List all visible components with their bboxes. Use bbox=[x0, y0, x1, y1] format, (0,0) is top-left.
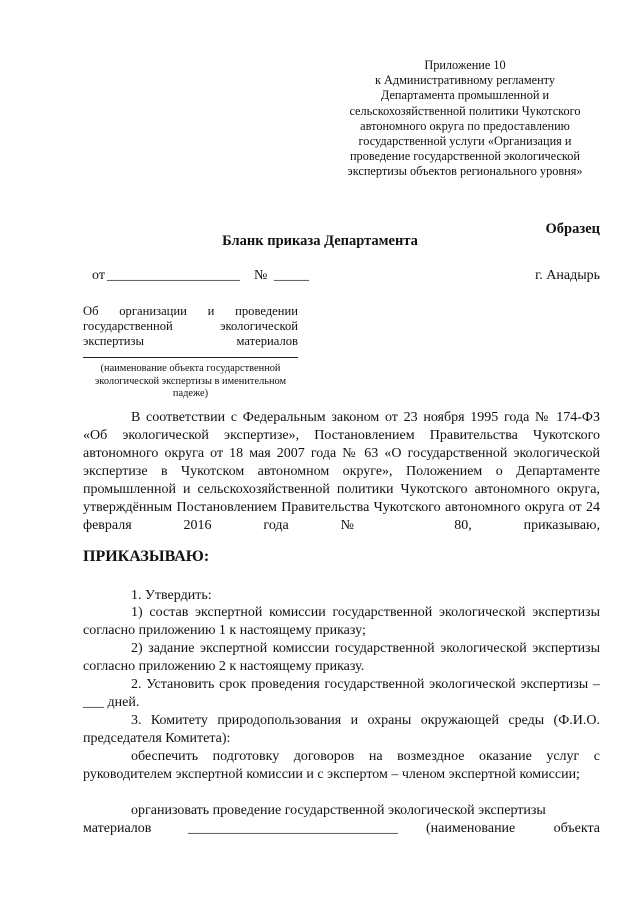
appendix-line: государственной услуги «Организация и bbox=[358, 134, 572, 149]
number-sign: № bbox=[254, 268, 268, 283]
dateline-from: от bbox=[92, 268, 105, 283]
item-2-text: 2. Установить срок проведения государственной экологической экспертизы – bbox=[131, 677, 600, 692]
subject-text: Об организации и проведении государственной экологической экспертизы материалов bbox=[83, 304, 298, 349]
item-3-b-materials: материалов bbox=[83, 821, 152, 836]
order-heading: ПРИКАЗЫВАЮ: bbox=[83, 548, 210, 565]
document-title: Бланк приказа Департамента bbox=[222, 233, 418, 249]
appendix-line: экспертизы объектов регионального уровня» bbox=[347, 164, 583, 179]
object-blank: ______________________________ bbox=[188, 821, 398, 836]
days-blank: ___ bbox=[83, 695, 104, 710]
item-3-a: обеспечить подготовку договоров на возмездное оказание услуг с руководителем экспертной комиссии и с экспертом – членом экспертной комиссии; bbox=[83, 749, 600, 782]
appendix-line: Приложение 10 bbox=[424, 58, 506, 72]
appendix-line: к Административному регламенту bbox=[374, 73, 556, 88]
sample-label: Образец bbox=[545, 221, 600, 237]
item-1-1: 1) состав экспертной комиссии государственной экологической экспертизы согласно приложению 1 к настоящему приказу; bbox=[83, 605, 600, 638]
subject-underline bbox=[83, 357, 298, 358]
item-2-days: дней. bbox=[107, 695, 140, 710]
item-3-b: организовать проведение государственной экологической экспертизы bbox=[131, 803, 546, 818]
preamble-paragraph: В соответствии с Федеральным законом от 23 ноября 1995 года № 174-ФЗ «Об экологической экспертизе», Постановлением Правительства Чукотского автономного округа от 18 мая 2007 года № 63 «О государственной экологической экспертизе в Чукотском автономном округе», Положением о Департаменте промышленной и сельскохозяйственной политики Чукотского автономного округа, утверждённым Постановлением Правительства Чукотского автономного округа от 24 февраля 2016 года № 80, приказываю, bbox=[83, 410, 600, 533]
appendix-line: автономного округа по предоставлению bbox=[360, 118, 570, 133]
item-1: 1. Утвердить: bbox=[131, 588, 212, 603]
appendix-line: сельскохозяйственной политики Чукотского bbox=[349, 103, 581, 118]
date-blank: ___________________ bbox=[107, 268, 240, 283]
item-2 bbox=[83, 676, 600, 712]
appendix-line: проведение государственной экологической bbox=[349, 149, 581, 164]
item-1-2: 2) задание экспертной комиссии государственной экологической экспертизы согласно приложению 2 к настоящему приказу. bbox=[83, 641, 600, 674]
appendix-line: Департамента промышленной и bbox=[380, 88, 550, 103]
appendix-header bbox=[330, 58, 600, 180]
subject-note: (наименование объекта государственной экологической экспертизы в именительном падеже) bbox=[94, 363, 287, 400]
number-blank: _____ bbox=[274, 268, 309, 283]
item-3: 3. Комитету природопользования и охраны окружающей среды (Ф.И.О. председателя Комитета): bbox=[83, 713, 600, 746]
item-3-b-object: (наименование объекта bbox=[426, 821, 600, 836]
city: г. Анадырь bbox=[535, 268, 600, 283]
